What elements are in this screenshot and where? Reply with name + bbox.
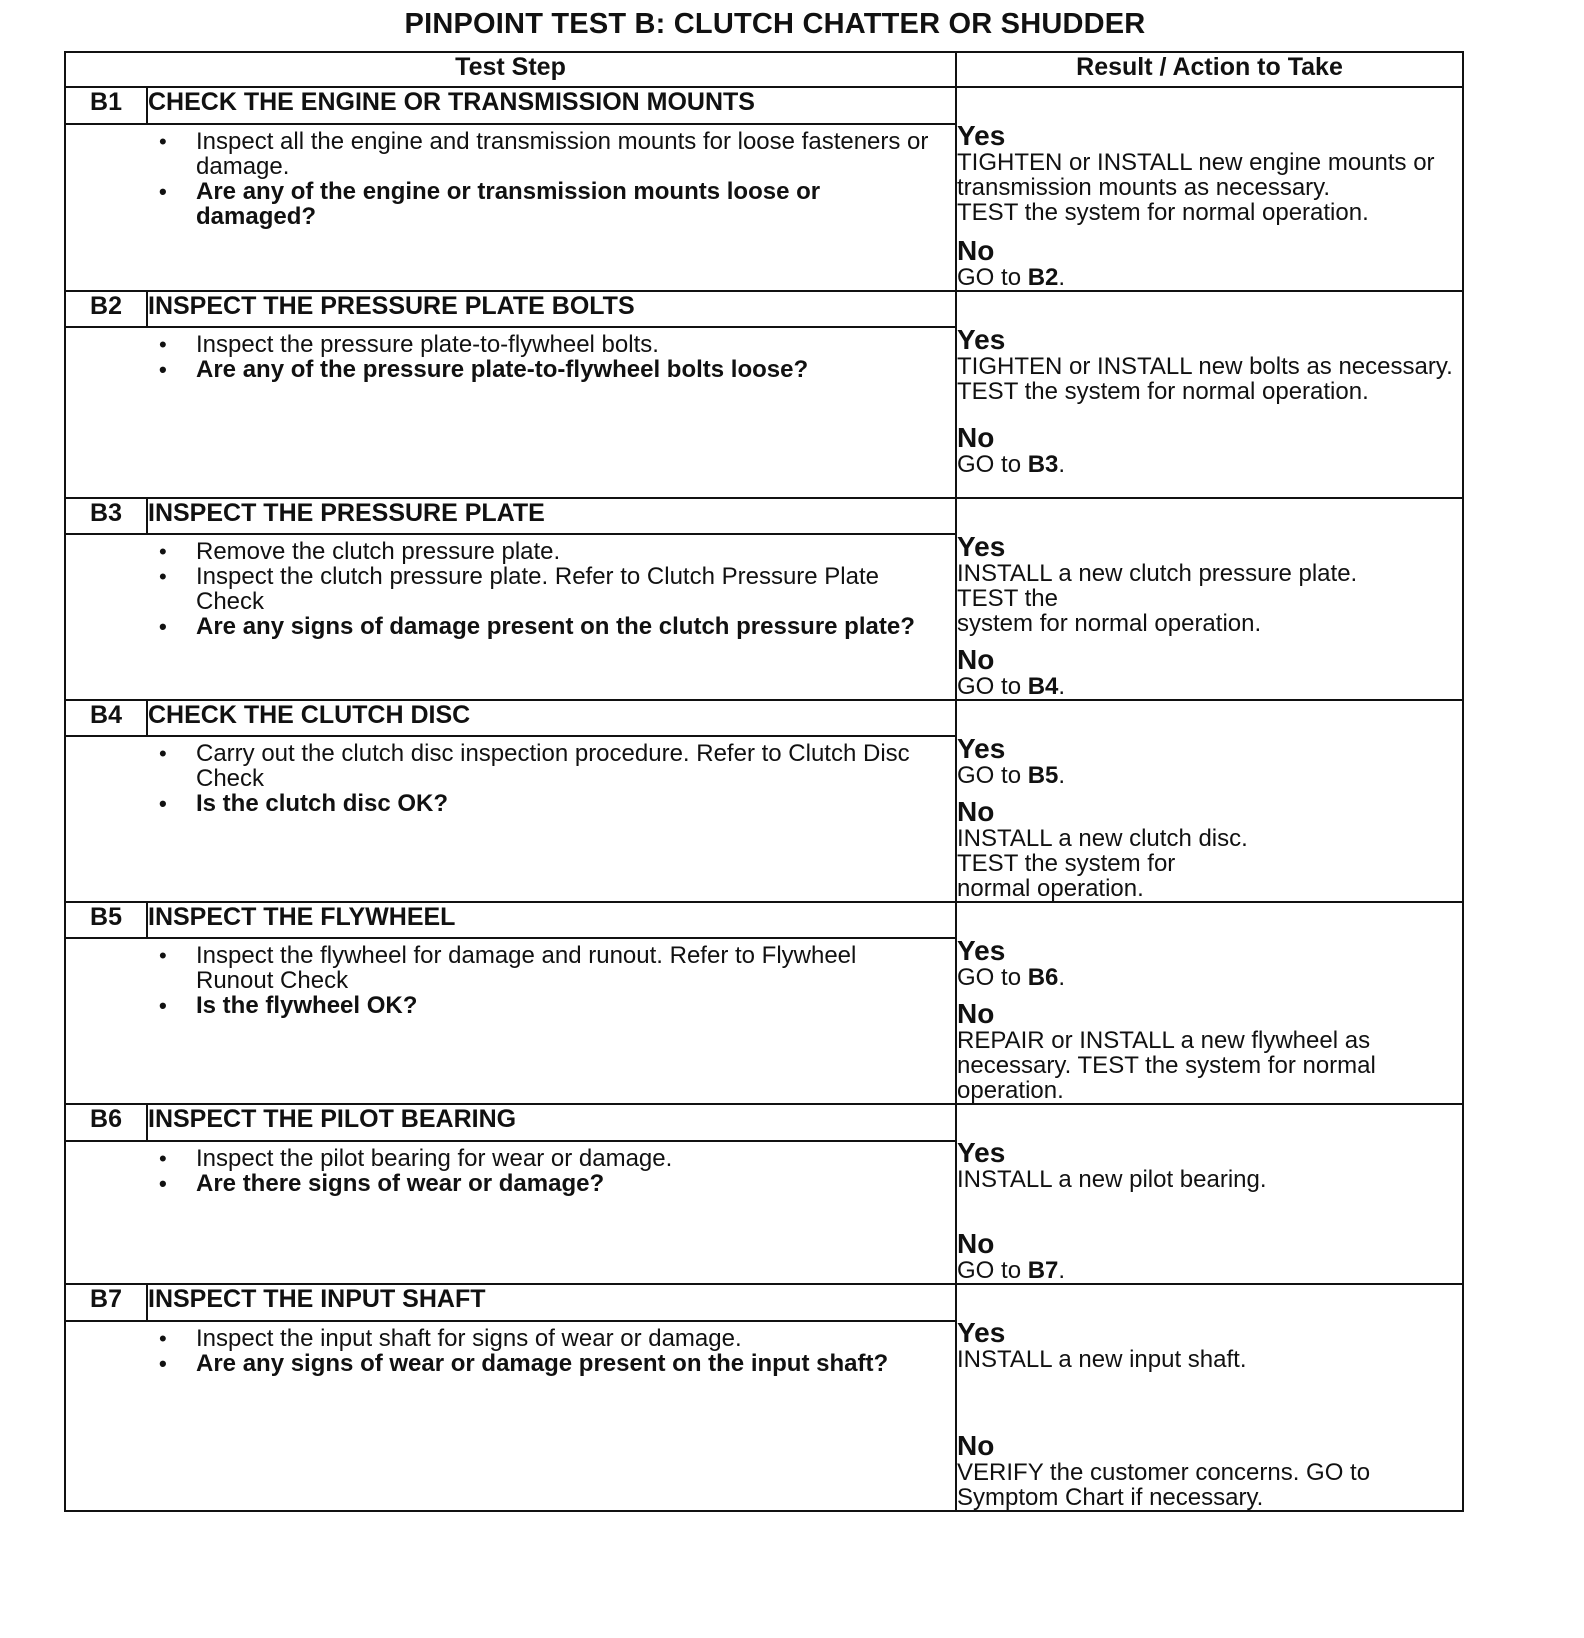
header-result: Result / Action to Take [956, 52, 1463, 87]
go-target: B5 [1027, 762, 1059, 789]
yes-action: INSTALL a new clutch pressure plate. TEST the system for normal operation. [957, 560, 1358, 637]
go-target: B2 [1027, 264, 1059, 291]
step-result [956, 1104, 1463, 1284]
step-result [956, 498, 1463, 700]
step-title-row [65, 291, 1463, 327]
step-body [65, 124, 956, 291]
step-question: • Is the clutch disc OK? [66, 791, 939, 816]
step-title: INSPECT THE PILOT BEARING [147, 1104, 956, 1141]
pinpoint-test-table [64, 51, 1464, 1512]
step-question: • Are any of the pressure plate-to-flywheel bolts loose? [66, 357, 939, 382]
go-target: B4 [1027, 673, 1059, 700]
step-question: • Are any of the engine or transmission mounts loose or damaged? [66, 179, 939, 229]
yes-label: Yes [957, 120, 1006, 151]
no-label: No [957, 422, 995, 453]
step-title-row [65, 700, 1463, 736]
header-test-step: Test Step [65, 52, 956, 87]
step-question: • Is the flywheel OK? [66, 993, 939, 1018]
no-action: GO to B2. [957, 264, 1066, 291]
step-id: B6 [65, 1104, 147, 1141]
step-id: B4 [65, 700, 147, 736]
step-id: B7 [65, 1284, 147, 1321]
yes-label: Yes [957, 531, 1006, 562]
no-label: No [957, 998, 995, 1029]
no-action: GO to B7. [957, 1257, 1066, 1284]
yes-action: INSTALL a new pilot bearing. [957, 1166, 1267, 1193]
step-title: INSPECT THE FLYWHEEL [147, 902, 956, 938]
page-title: PINPOINT TEST B: CLUTCH CHATTER OR SHUDDER [404, 8, 1146, 40]
go-target: B6 [1027, 964, 1059, 991]
step-question: • Are any signs of damage present on the clutch pressure plate? [66, 614, 939, 639]
step-bullet: • Carry out the clutch disc inspection procedure. Refer to Clutch Disc Check [66, 741, 939, 791]
yes-label: Yes [957, 324, 1006, 355]
step-result [956, 902, 1463, 1104]
step-result [956, 87, 1463, 291]
step-body [65, 1321, 956, 1511]
step-body [65, 736, 956, 902]
yes-action: GO to B5. [957, 762, 1066, 789]
step-title-row [65, 902, 1463, 938]
step-body [65, 534, 956, 700]
step-bullet: • Inspect the clutch pressure plate. Refer to Clutch Pressure Plate Check [66, 564, 939, 614]
no-label: No [957, 796, 995, 827]
yes-label: Yes [957, 733, 1006, 764]
step-id: B2 [65, 291, 147, 327]
step-title: INSPECT THE PRESSURE PLATE BOLTS [147, 291, 956, 327]
no-action: GO to B4. [957, 673, 1066, 700]
step-bullet: • Inspect the flywheel for damage and runout. Refer to Flywheel Runout Check [66, 943, 939, 993]
step-question: • Are there signs of wear or damage? [66, 1171, 939, 1196]
no-label: No [957, 1228, 995, 1259]
step-title: CHECK THE ENGINE OR TRANSMISSION MOUNTS [147, 87, 956, 124]
yes-label: Yes [957, 1317, 1006, 1348]
step-body [65, 1141, 956, 1284]
yes-label: Yes [957, 935, 1006, 966]
step-title-row [65, 1284, 1463, 1321]
go-target: B7 [1027, 1257, 1059, 1284]
no-label: No [957, 235, 995, 266]
step-body [65, 327, 956, 498]
step-title-row [65, 498, 1463, 534]
step-id: B3 [65, 498, 147, 534]
step-title-row [65, 87, 1463, 124]
no-action: VERIFY the customer concerns. GO to Symptom Chart if necessary. [957, 1459, 1371, 1511]
yes-action: TIGHTEN or INSTALL new bolts as necessary. TEST the system for normal operation. [957, 353, 1453, 405]
yes-action: INSTALL a new input shaft. [957, 1346, 1247, 1373]
step-question: • Are any signs of wear or damage present on the input shaft? [66, 1351, 939, 1376]
header-row [65, 52, 1463, 87]
no-action: INSTALL a new clutch disc. TEST the system for normal operation. [957, 825, 1248, 902]
go-target: B3 [1027, 451, 1059, 478]
step-bullet: • Inspect the pilot bearing for wear or damage. [66, 1146, 939, 1171]
yes-label: Yes [957, 1137, 1006, 1168]
step-body [65, 938, 956, 1104]
step-result [956, 1284, 1463, 1511]
no-label: No [957, 644, 995, 675]
step-bullet: • Remove the clutch pressure plate. [66, 539, 939, 564]
step-result [956, 700, 1463, 902]
yes-action: TIGHTEN or INSTALL new engine mounts or transmission mounts as necessary. TEST the system for normal operation. [957, 149, 1435, 226]
no-action: GO to B3. [957, 451, 1066, 478]
step-bullet: • Inspect the pressure plate-to-flywheel bolts. [66, 332, 939, 357]
yes-action: GO to B6. [957, 964, 1066, 991]
no-action: REPAIR or INSTALL a new flywheel as necessary. TEST the system for normal operation. [957, 1027, 1376, 1104]
step-title: INSPECT THE PRESSURE PLATE [147, 498, 956, 534]
step-title: CHECK THE CLUTCH DISC [147, 700, 956, 736]
step-id: B5 [65, 902, 147, 938]
step-title: INSPECT THE INPUT SHAFT [147, 1284, 956, 1321]
step-title-row [65, 1104, 1463, 1141]
no-label: No [957, 1430, 995, 1461]
step-bullet: • Inspect the input shaft for signs of wear or damage. [66, 1326, 939, 1351]
step-bullet: • Inspect all the engine and transmission mounts for loose fasteners or damage. [66, 129, 939, 179]
step-id: B1 [65, 87, 147, 124]
step-result [956, 291, 1463, 498]
